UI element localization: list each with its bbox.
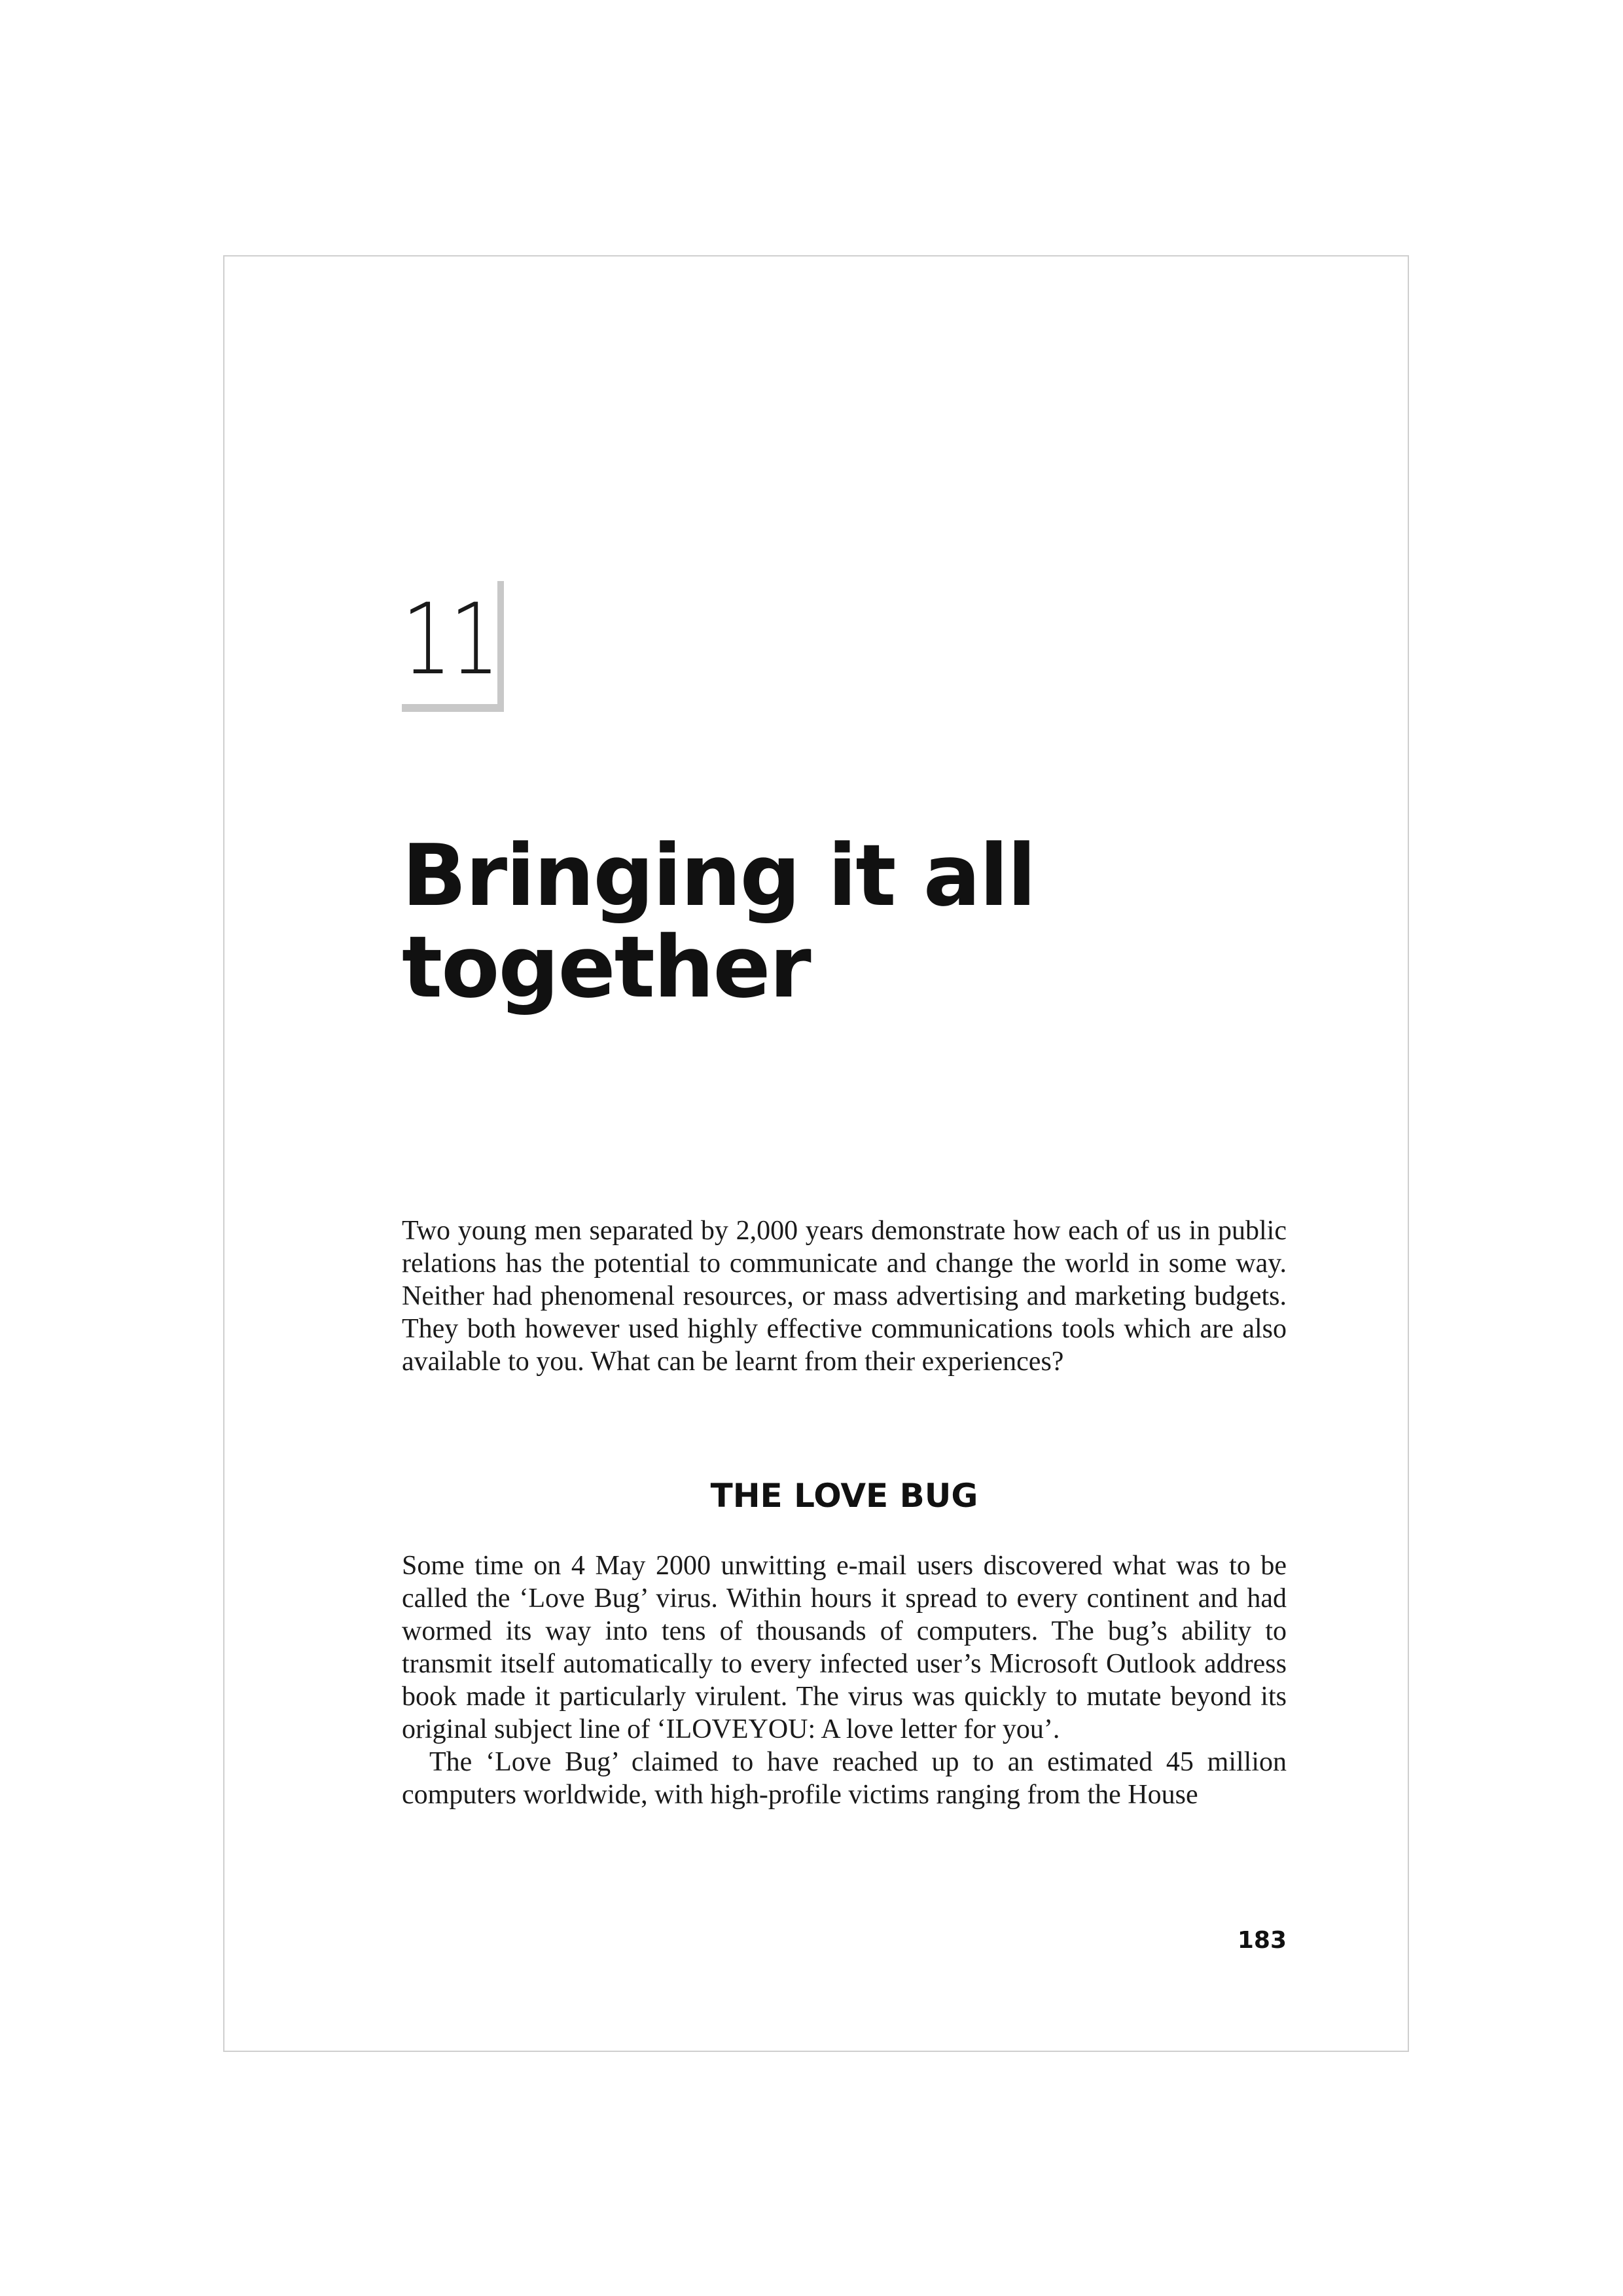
section-body	[402, 1549, 1287, 1811]
chapter-number-bracket-vertical	[497, 581, 504, 712]
body-paragraph: Some time on 4 May 2000 unwitting e-mail users discovered what was to be called the ‘Love Bug’ virus. Within hours it spread to every continent and had wormed its way into tens of thousands of computers. The bug’s ability to transmit itself automatically to every infected user’s Microsoft Outlook address book made it particularly virulent. The virus was quickly to mutate beyond its original subject line of ‘ILOVEYOU: A love letter for you’.	[402, 1551, 1287, 1744]
page-number: 183	[1237, 1927, 1287, 1954]
intro-paragraph: Two young men separated by 2,000 years demonstrate how each of us in public relations has the potential to communicate and change the world in some way. Neither had phenomenal resources, or mass advertising and marketing budgets. They both however used highly effective communications tools which are also available to you. What can be learnt from their experiences?	[402, 1216, 1287, 1377]
section-heading: THE LOVE BUG	[710, 1477, 978, 1515]
chapter-number-bracket-horizontal	[402, 704, 504, 712]
chapter-title: Bringing it all together	[402, 826, 1035, 1017]
chapter-number-block	[402, 581, 507, 712]
chapter-number: 11	[402, 583, 498, 697]
body-paragraph: The ‘Love Bug’ claimed to have reached up to an estimated 45 million computers worldwide, with high-profile victims ranging from the House	[402, 1747, 1287, 1810]
